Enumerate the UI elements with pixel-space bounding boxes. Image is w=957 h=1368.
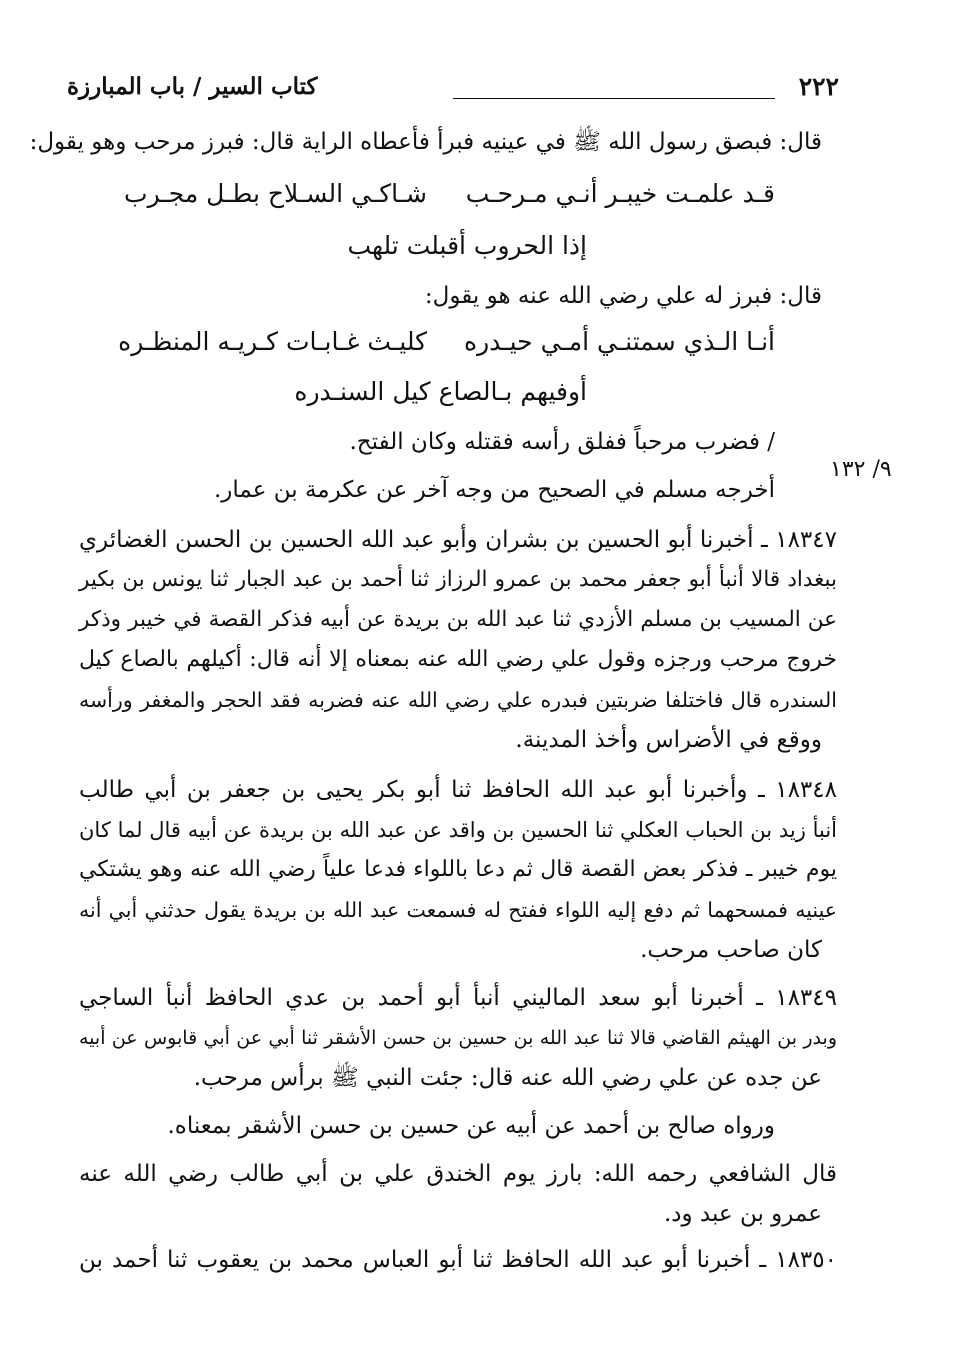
text-line: ووقع في الأضراس وأخذ المدينة. xyxy=(515,727,822,753)
text-line: قال: فبصق رسول الله ﷺ في عينيه فبرأ فأعطاه الراية قال: فبرز مرحب وهو يقول: xyxy=(29,129,822,155)
page-number: ٢٢٢ xyxy=(798,72,839,101)
page-header xyxy=(67,70,839,110)
text-line: أنبأ زيد بن الحباب العكلي ثنا الحسين بن واقد عن عبد الله بن بريدة عن أبيه قال لما كان xyxy=(79,818,837,842)
poem-hemistich: كليـث غـابـات كـريـه المنظـره xyxy=(118,327,427,356)
text-line: قال: فبرز له علي رضي الله عنه هو يقول: xyxy=(424,283,822,309)
text-line: ١٨٣٤٨ ـ وأخبرنا أبو عبد الله الحافظ ثنا أبو بكر يحيى بن جعفر بن أبي طالب xyxy=(79,777,837,803)
poem-line: أوفيهم بـالصاع كيل السنـدره xyxy=(294,377,587,406)
text-line: / فضرب مرحباً ففلق رأسه فقتله وكان الفتح. xyxy=(349,429,775,455)
text-line: ببغداد قالا أنبأ أبو جعفر محمد بن عمرو الرزاز ثنا أحمد بن عبد الجبار ثنا يونس بن بكير xyxy=(79,567,837,592)
text-line: ١٨٣٤٩ ـ أخبرنا أبو سعد الماليني أنبأ أبو أحمد بن عدي الحافظ أنبأ الساجي xyxy=(79,985,837,1011)
text-line: عن المسيب بن مسلم الأزدي ثنا عبد الله بن بريدة عن أبيه فذكر القصة في خيبر وذكر xyxy=(79,607,837,632)
poem-line: إذا الحروب أقبلت تلهب xyxy=(347,231,587,260)
poem-hemistich: شـاكـي السـلاح بطـل مجـرب xyxy=(124,179,427,208)
text-line: وبدر بن الهيثم القاضي قالا ثنا عبد الله بن حسين بن حسن الأشقر ثنا أبي عن أبي قابوس عن أبيه xyxy=(79,1027,837,1049)
text-line: يوم خيبر ـ فذكر بعض القصة قال ثم دعا باللواء فدعا علياً رضي الله عنه وهو يشتكي xyxy=(79,857,837,882)
text-line: ١٨٣٥٠ ـ أخبرنا أبو عبد الله الحافظ ثنا أبو العباس محمد بن يعقوب ثنا أحمد بن xyxy=(79,1247,837,1273)
text-line: عن جده عن علي رضي الله عنه قال: جئت النبي ﷺ برأس مرحب. xyxy=(193,1065,822,1091)
text-line: عمرو بن عبد ود. xyxy=(663,1201,822,1227)
header-rule xyxy=(453,98,775,99)
running-title: كتاب السير / باب المبارزة xyxy=(67,73,318,100)
text-line: أخرجه مسلم في الصحيح من وجه آخر عن عكرمة بن عمار. xyxy=(214,477,775,503)
text-line: كان صاحب مرحب. xyxy=(640,937,822,963)
text-line: قال الشافعي رحمه الله: بارز يوم الخندق علي بن أبي طالب رضي الله عنه xyxy=(79,1161,837,1187)
text-line: ورواه صالح بن أحمد عن أبيه عن حسين بن حسن الأشقر بمعناه. xyxy=(167,1113,775,1139)
text-line: خروج مرحب ورجزه وقول علي رضي الله عنه بمعناه إلا أنه قال: أكيلهم بالصاع كيل xyxy=(79,647,837,672)
text-line: ١٨٣٤٧ ـ أخبرنا أبو الحسين بن بشران وأبو عبد الله الحسين بن الحسن الغضائري xyxy=(79,527,837,553)
text-line: السندره قال فاختلفا ضربتين فبدره علي رضي الله عنه فضربه فقد الحجر والمغفر ورأسه xyxy=(79,688,837,712)
poem-hemistich: قـد علمـت خيبـر أنـي مـرحـب xyxy=(465,179,775,208)
poem-hemistich: أنـا الـذي سمتنـي أمـي حيـدره xyxy=(464,327,775,356)
text-line: عينيه فمسحهما ثم دفع إليه اللواء ففتح له فسمعت عبد الله بن بريدة يقول حدثني أبي أنه xyxy=(79,898,837,922)
margin-reference: ٩/ ١٣٢ xyxy=(830,457,892,482)
